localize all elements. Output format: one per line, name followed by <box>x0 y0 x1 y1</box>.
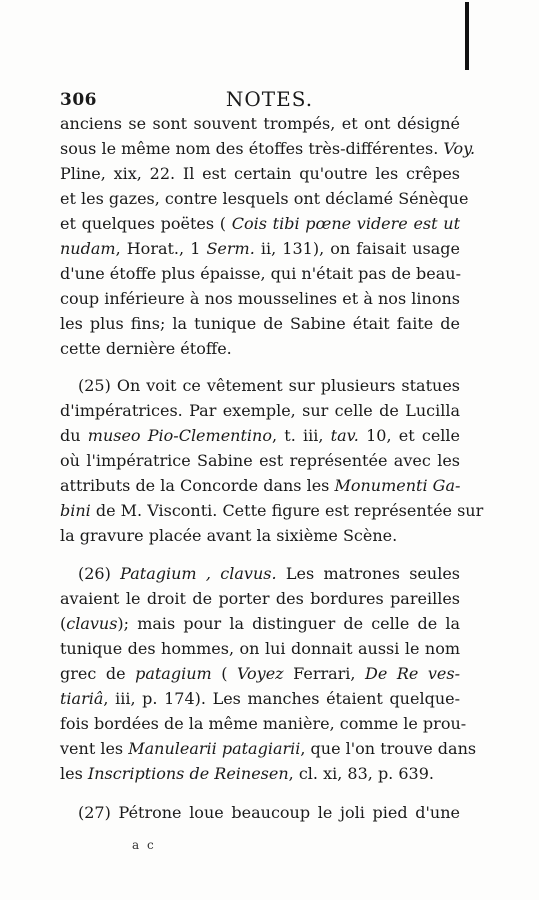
italic-text: Monumenti Ga- <box>334 476 461 495</box>
italic-text: nudam <box>60 239 116 258</box>
text-run: les <box>60 764 88 783</box>
text-run: vent les <box>60 739 129 758</box>
text-run: fois bordées de la même manière, comme le prou- <box>60 714 467 733</box>
text-run: , que l'on trouve dans <box>300 739 477 758</box>
text-run: les plus fins; la tunique de Sabine était faite de <box>60 314 460 333</box>
text-run: tunique des hommes, on lui donnait aussi le nom <box>60 639 460 658</box>
text-line <box>60 311 460 336</box>
text-run: de M. Visconti. Cette figure est représentée sur <box>90 501 484 520</box>
text-line <box>60 561 460 586</box>
text-line <box>60 423 460 448</box>
text-line <box>60 800 460 825</box>
text-line <box>60 761 460 786</box>
text-run: ); mais pour la distinguer de celle de la <box>117 614 460 633</box>
text-line <box>60 523 460 548</box>
italic-text: patagium <box>135 664 212 683</box>
note-27 <box>60 800 460 825</box>
italic-text: Voyez <box>236 664 284 683</box>
italic-text: clavus <box>66 614 118 633</box>
text-line <box>60 636 460 661</box>
text-run: attributs de la Concorde dans les <box>60 476 335 495</box>
page-number: 306 <box>60 90 97 110</box>
catchword-fragment: a c <box>132 838 156 852</box>
text-run: avaient le droit de porter des bordures pareilles <box>60 589 460 608</box>
text-line <box>60 161 460 186</box>
italic-text: De Re ves- <box>365 664 461 683</box>
note-25 <box>60 373 484 548</box>
text-line <box>60 261 460 286</box>
text-run: où l'impératrice Sabine est représentée avec les <box>60 451 460 470</box>
text-line <box>60 448 460 473</box>
text-line <box>60 661 460 686</box>
text-run: , t. iii, <box>271 426 331 445</box>
italic-text: Voy. <box>443 139 476 158</box>
text-run: Les matrones seules <box>276 564 460 583</box>
italic-text: Cois tibi pœne videre est ut <box>231 214 461 233</box>
text-run: (26) <box>78 564 121 583</box>
text-line <box>60 398 460 423</box>
running-head: NOTES. <box>225 87 314 111</box>
text-line <box>60 736 477 761</box>
text-run: , Horat., 1 <box>115 239 207 258</box>
italic-text: museo Pio-Clementino <box>87 426 272 445</box>
text-run: d'une étoffe plus épaisse, qui n'était pas de beau- <box>60 264 462 283</box>
text-line <box>60 211 460 236</box>
italic-text: tav. <box>330 426 359 445</box>
italic-text: Patagium , clavus. <box>120 564 277 583</box>
italic-text: tiariâ <box>60 689 104 708</box>
text-line <box>60 611 460 636</box>
text-line <box>60 686 460 711</box>
italic-text: bini <box>60 501 91 520</box>
text-run: et quelques poëtes ( <box>60 214 232 233</box>
text-line <box>60 711 467 736</box>
italic-text: Inscriptions de Reinesen <box>87 764 289 783</box>
text-run: grec de <box>60 664 136 683</box>
text-run: Ferrari, <box>283 664 366 683</box>
italic-text: Serm. <box>206 239 255 258</box>
text-run: , iii, p. 174). Les manches étaient quelque- <box>103 689 460 708</box>
text-line <box>60 111 460 136</box>
text-line <box>60 586 460 611</box>
text-line <box>60 336 460 361</box>
note-26 <box>60 561 477 786</box>
italic-text: Manulearii patagiarii <box>128 739 301 758</box>
text-run: anciens se sont souvent trompés, et ont désigné <box>60 114 460 133</box>
text-run: ( <box>60 614 67 633</box>
text-run: sous le même nom des étoffes très-différentes. <box>60 139 444 158</box>
text-run: ( <box>211 664 237 683</box>
text-run: coup inférieure à nos mousselines et à nos linons <box>60 289 460 308</box>
text-run: la gravure placée avant la sixième Scène. <box>60 526 398 545</box>
text-run: cette dernière étoffe. <box>60 339 232 358</box>
text-line <box>60 373 460 398</box>
text-run: , cl. xi, 83, p. 639. <box>288 764 434 783</box>
text-run: du <box>60 426 88 445</box>
text-run: et les gazes, contre lesquels ont déclamé Sénèque <box>60 189 469 208</box>
page-edge-mark <box>465 2 469 70</box>
text-line <box>60 473 460 498</box>
text-run: d'impératrices. Par exemple, sur celle de Lucilla <box>60 401 460 420</box>
text-line <box>60 236 460 261</box>
text-line <box>60 498 484 523</box>
text-run: Pline, xix, 22. Il est certain qu'outre les crêpes <box>60 164 460 183</box>
text-run: (25) On voit ce vêtement sur plusieurs statues <box>78 376 460 395</box>
text-run: 10, et celle <box>358 426 460 445</box>
text-run: ii, 131), on faisait usage <box>254 239 460 258</box>
text-line <box>60 186 469 211</box>
text-line <box>60 286 460 311</box>
note-paragraph-continuation <box>60 111 476 361</box>
text-line <box>60 136 476 161</box>
text-run: (27) Pétrone loue beaucoup le joli pied d'une <box>78 803 460 822</box>
